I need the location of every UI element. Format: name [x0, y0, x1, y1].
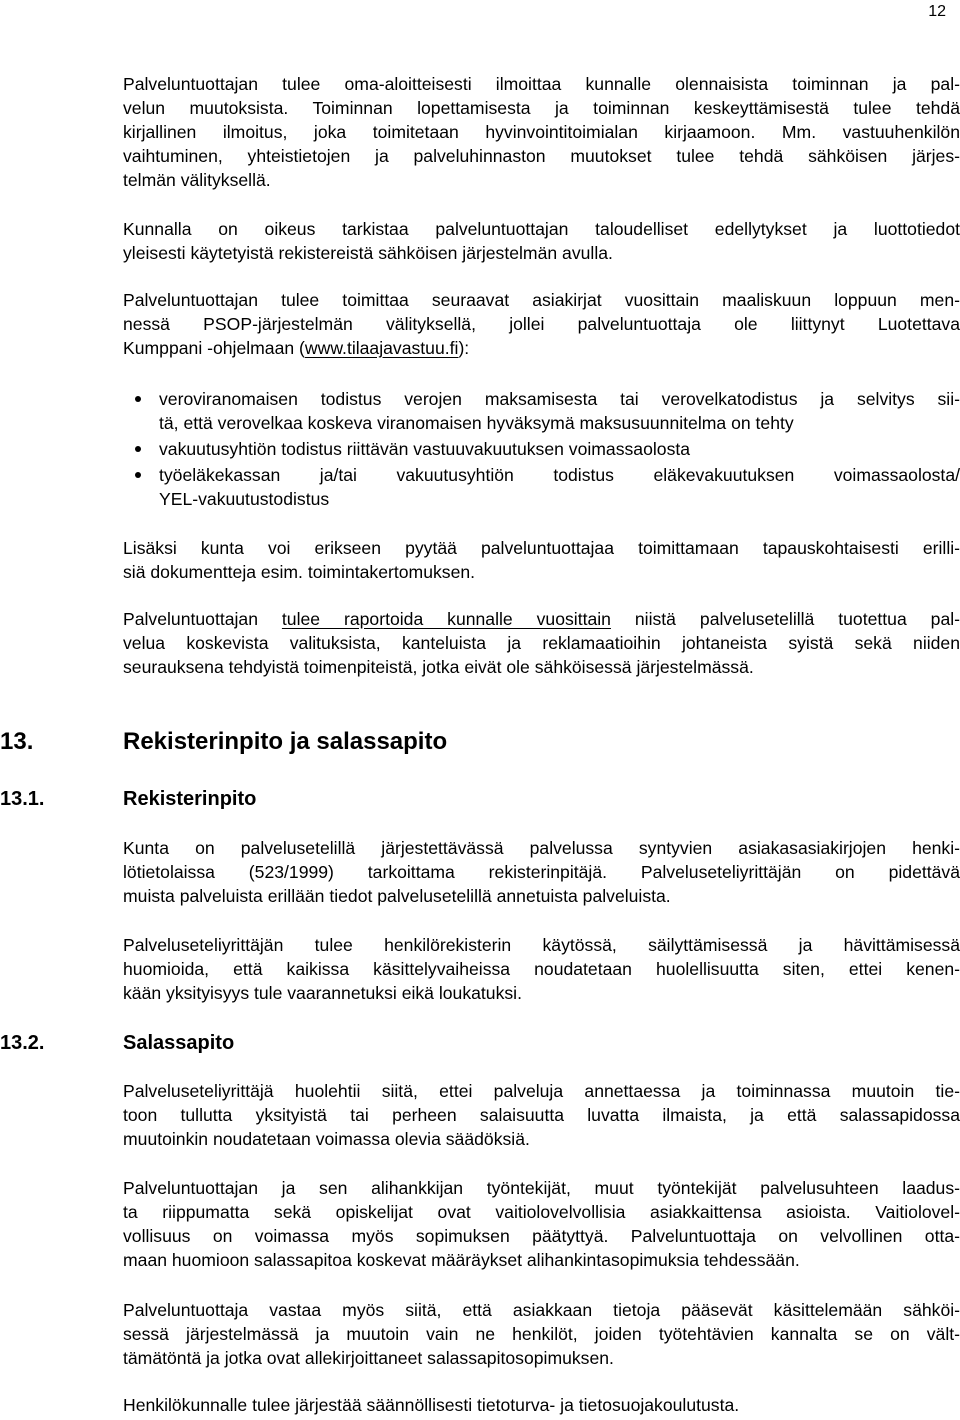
bullet-icon	[135, 396, 141, 402]
text-fragment: niistä palvelusetelillä tuotettua pal-	[610, 609, 960, 629]
text-line: Palveluseteliyrittäjä huolehtii siitä, ettei palveluja annettaessa ja toiminnassa muutoin tie-	[123, 1081, 960, 1101]
text-line: vollisuus on voimassa myös sopimuksen päätyttyä. Palveluntuottaja on velvollinen otta-	[123, 1226, 960, 1246]
text-line: siä dokumentteja esim. toimintakertomuksen.	[123, 562, 476, 582]
text-line: kään yksityisyys tule vaarannetuksi eikä loukatuksi.	[123, 983, 522, 1003]
heading-title: Rekisterinpito	[123, 788, 257, 810]
text-line: tämätöntä ja jotka ovat allekirjoittaneet salassapitosopimuksen.	[123, 1348, 614, 1368]
text-fragment: Palveluntuottajan	[123, 609, 282, 629]
bullet-icon	[135, 472, 141, 478]
list-item-line: YEL-vakuutustodistus	[159, 489, 330, 509]
text-line: muutoinkin noudatetaan voimassa olevia säädöksiä.	[123, 1129, 530, 1149]
text-line: telmän välityksellä.	[123, 170, 271, 190]
list-item-line: veroviranomaisen todistus verojen maksamisesta tai verovelkatodistus ja selvitys sii-	[159, 389, 960, 409]
text-line: sessä järjestelmässä ja muutoin vain ne henkilöt, joiden työtehtävien kannalta se on vält-	[123, 1324, 960, 1344]
text-line: kirjallinen ilmoitus, joka toimitetaan hyvinvointitoimialan kirjaamoon. Mm. vastuuhenkilön	[123, 122, 960, 142]
text-line	[123, 336, 960, 360]
heading-title: Rekisterinpito ja salassapito	[123, 728, 448, 755]
text-line: Palveluseteliyrittäjän tulee henkilörekisterin käytössä, säilyttämisessä ja hävittämisessä	[123, 935, 960, 955]
text-line: Kunta on palvelusetelillä järjestettävässä palvelussa syntyvien asiakasasiakirjojen henki-	[123, 838, 960, 858]
text-line: Palveluntuottajan tulee toimittaa seuraavat asiakirjat vuosittain maaliskuun loppuun men-	[123, 290, 960, 310]
text-line: ta riippumatta sekä opiskelijat ovat vaitiolovelvollisia asiakkaittensa asioista. Vaitiolovel-	[123, 1202, 960, 1222]
text-line: Kunnalla on oikeus tarkistaa palveluntuottajan taloudelliset edellytykset ja luottotiedot	[123, 219, 960, 239]
text-line: maan huomioon salassapitoa koskevat määräykset alihankintasopimuksia tehdessään.	[123, 1250, 800, 1270]
text-line: muista palveluista erillään tiedot palvelusetelillä annetuista palveluista.	[123, 886, 671, 906]
text-line: toon tullutta yksityistä tai perheen salaisuutta luvatta ilmaista, ja että salassapidossa	[123, 1105, 960, 1125]
text-line: lötietolaissa (523/1999) tarkoittama rekisterinpitäjä. Palveluseteliyrittäjän on pidettävä	[123, 862, 960, 882]
heading-title: Salassapito	[123, 1032, 235, 1054]
text-line: nessä PSOP-järjestelmän välityksellä, jollei palveluntuottaja ole liittynyt Luotettava	[123, 314, 960, 334]
tilaajavastuu-link[interactable]: www.tilaajavastuu.fi	[304, 338, 459, 358]
text-line: Lisäksi kunta voi erikseen pyytää palveluntuottajaa toimittamaan tapauskohtaisesti erilli-	[123, 538, 960, 558]
text-line: huomioida, että kaikissa käsittelyvaiheissa noudatetaan huolellisuutta siten, ettei kenen-	[123, 959, 960, 979]
list-item-line: työeläkekassan ja/tai vakuutusyhtiön todistus eläkevakuutuksen voimassaolosta/	[159, 465, 960, 485]
heading-number: 13.1.	[0, 788, 45, 810]
underlined-text: tulee raportoida kunnalle vuosittain	[281, 609, 611, 629]
section-heading-13-1	[0, 786, 960, 814]
list-item-line: tä, että verovelkaa koskeva viranomaisen hyväksymä maksusuunnitelma on tehty	[159, 413, 794, 433]
text-line	[123, 607, 960, 631]
text-line: vaihtuminen, yhteistietojen ja palveluhinnaston muutokset tulee tehdä sähköisen järjes-	[123, 146, 960, 166]
text-line: velua koskevista valituksista, kanteluista ja reklamaatioihin johtaneista syistä sekä niiden	[123, 633, 960, 653]
heading-number: 13.2.	[0, 1032, 45, 1054]
text-line: yleisesti käytetyistä rekistereistä sähköisen järjestelmän avulla.	[123, 243, 613, 263]
list-item-line: vakuutusyhtiön todistus riittävän vastuuvakuutuksen voimassaolosta	[159, 439, 691, 459]
text-line: Henkilökunnalle tulee järjestää säännöllisesti tietoturva- ja tietosuojakoulutusta.	[123, 1395, 740, 1415]
text-fragment: Kumppani -ohjelmaan (	[123, 338, 305, 358]
section-heading-13	[0, 727, 960, 759]
text-fragment: ):	[458, 338, 470, 358]
heading-number: 13.	[0, 728, 34, 755]
text-line: seurauksena tehdyistä toimenpiteistä, jotka eivät ole sähköisessä järjestelmässä.	[123, 657, 754, 677]
text-line: Palveluntuottaja vastaa myös siitä, että asiakkaan tietoja pääsevät käsittelemään sähköi-	[123, 1300, 960, 1320]
bullet-icon	[135, 446, 141, 452]
text-line: velun muutoksista. Toiminnan lopettamisesta ja toiminnan keskeyttämisestä tulee tehdä	[123, 98, 960, 118]
text-line: Palveluntuottajan tulee oma-aloitteisesti ilmoittaa kunnalle olennaisista toiminnan ja pal-	[123, 74, 960, 94]
page-number: 12	[928, 3, 946, 20]
section-heading-13-2	[0, 1030, 960, 1058]
text-line: Palveluntuottajan ja sen alihankkijan työntekijät, muut työntekijät palvelusuhteen laadus-	[123, 1178, 960, 1198]
